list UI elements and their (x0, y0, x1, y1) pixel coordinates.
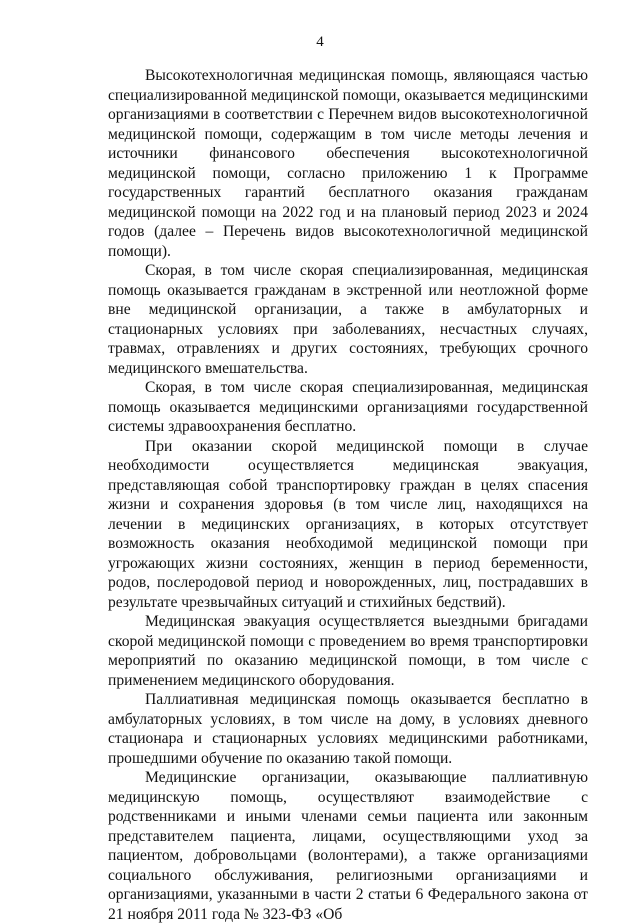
paragraph-evacuation-teams: Медицинская эвакуация осуществляется выездными бригадами скорой медицинской помощи с проведением во время транспортировки мероприятий по оказанию медицинской помощи, в том числе с применением медицинского оборудования. (108, 613, 588, 689)
paragraph-palliative-care: Паллиативная медицинская помощь оказывается бесплатно в амбулаторных условиях, в том числе на дому, в условиях дневного стационара и стационарных условиях медицинскими работниками, прошедшими обучение по оказанию такой помощи. (108, 691, 588, 767)
paragraph-high-tech-care: Высокотехнологичная медицинская помощь, являющаяся частью специализированной медицинской помощи, оказывается медицинскими организациями в соответствии с Перечнем видов высокотехнологичной медицинской помощи, содержащим в том числе методы лечения и источники финансового обеспечения высокотехнологичной медицинской помощи, согласно приложению 1 к Программе государственных гарантий бесплатного оказания гражданам медицинской помощи на 2022 год и на плановый период 2023 и 2024 годов (далее – Перечень видов высокотехнологичной медицинской помощи). (108, 67, 588, 260)
paragraph-palliative-organizations: Медицинские организации, оказывающие паллиативную медицинскую помощь, осуществляют взаимодействие с родственниками и иными членами семьи пациента или законным представителем пациента, лицами, осуществляющими уход за пациентом, добровольцами (волонтерами), а также организациями социального обслуживания, религиозными организациями и организациями, указанными в части 2 статьи 6 Федерального закона от 21 ноября 2011 года № 323-ФЗ «Об (108, 769, 588, 923)
document-body (108, 66, 588, 924)
paragraph-emergency-care-forms: Скорая, в том числе скорая специализированная, медицинская помощь оказывается гражданам в экстренной или неотложной форме вне медицинской организации, а также в амбулаторных и стационарных условиях при заболеваниях, несчастных случаях, травмах, отравлениях и других состояниях, требующих срочного медицинского вмешательства. (108, 262, 588, 377)
paragraph-medical-evacuation: При оказании скорой медицинской помощи в случае необходимости осуществляется медицинская эвакуация, представляющая собой транспортировку граждан в целях спасения жизни и сохранения здоровья (в том числе лиц, находящихся на лечении в медицинских организациях, в которых отсутствует возможность оказания необходимой медицинской помощи при угрожающих жизни состояниях, женщин в период беременности, родов, послеродовой период и новорожденных, лиц, пострадавших в результате чрезвычайных ситуаций и стихийных бедствий). (108, 437, 588, 611)
page-number: 4 (316, 34, 324, 50)
paragraph-emergency-care-free: Скорая, в том числе скорая специализированная, медицинская помощь оказывается медицинскими организациями государственной системы здравоохранения бесплатно. (108, 379, 588, 435)
